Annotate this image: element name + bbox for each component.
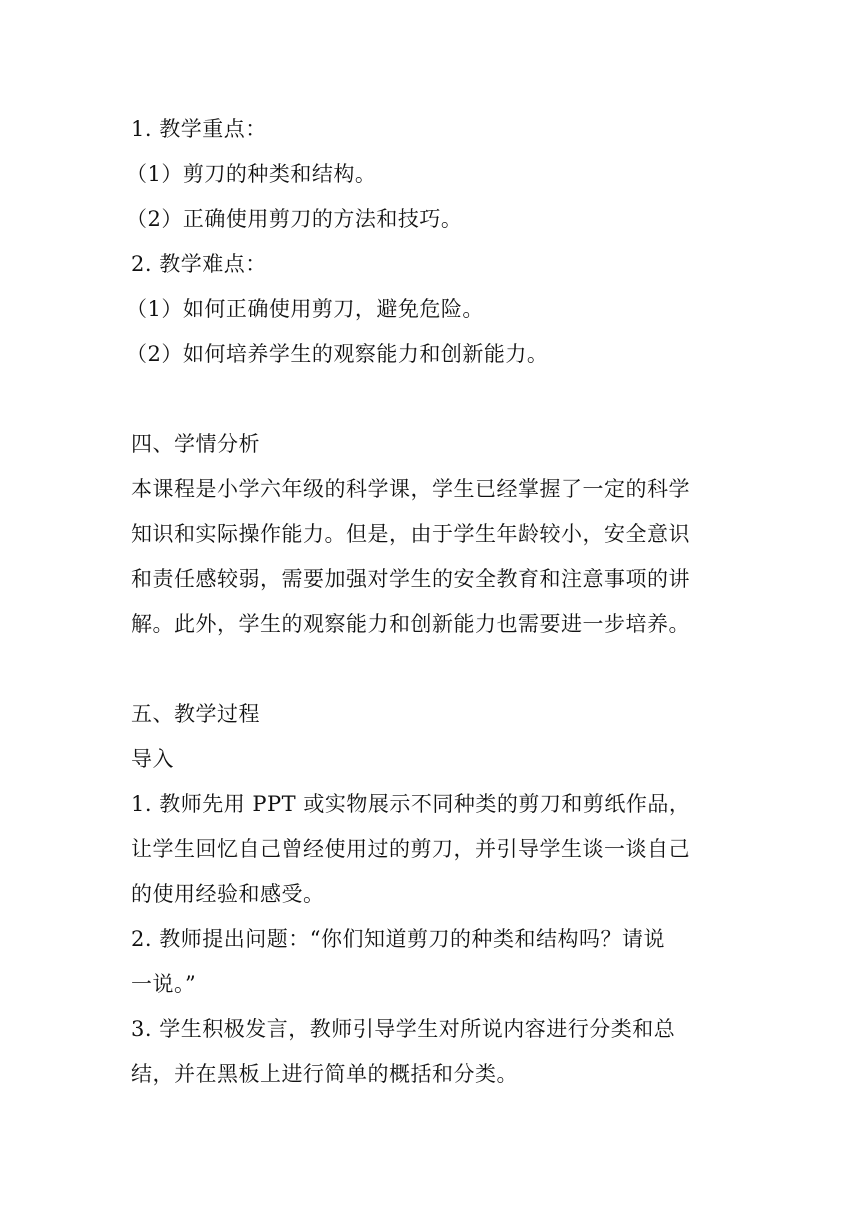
step-3-line: 3. 学生积极发言，教师引导学生对所说内容进行分类和总 [131,1017,676,1041]
step-3-line: 结，并在黑板上进行简单的概括和分类。 [131,1062,518,1086]
section-heading-teaching-process: 五、教学过程 [131,702,260,726]
step-2-line: 一说。” [131,972,197,996]
focus-item-1: （1）剪刀的种类和结构。 [126,162,377,186]
step-1-line: 让学生回忆自己曾经使用过的剪刀，并引导学生谈一谈自己 [131,837,690,861]
focus-heading: 1. 教学重点： [131,117,267,141]
difficulty-item-1: （1）如何正确使用剪刀，避免危险。 [126,297,484,321]
difficulty-heading: 2. 教学难点： [131,252,267,276]
step-1-line: 的使用经验和感受。 [131,882,325,906]
paragraph-line: 知识和实际操作能力。但是，由于学生年龄较小，安全意识 [131,522,690,546]
paragraph-line: 和责任感较弱，需要加强对学生的安全教育和注意事项的讲 [131,567,690,591]
paragraph-line: 解。此外，学生的观察能力和创新能力也需要进一步培养。 [131,612,690,636]
section-heading-student-analysis: 四、学情分析 [131,432,260,456]
difficulty-item-2: （2）如何培养学生的观察能力和创新能力。 [126,342,549,366]
step-2-line: 2. 教师提出问题：“你们知道剪刀的种类和结构吗？请说 [131,927,665,951]
step-1-line: 1. 教师先用 PPT 或实物展示不同种类的剪刀和剪纸作品， [131,792,691,816]
subheading-introduction: 导入 [131,747,174,771]
paragraph-line: 本课程是小学六年级的科学课，学生已经掌握了一定的科学 [131,477,690,501]
focus-item-2: （2）正确使用剪刀的方法和技巧。 [126,207,463,231]
